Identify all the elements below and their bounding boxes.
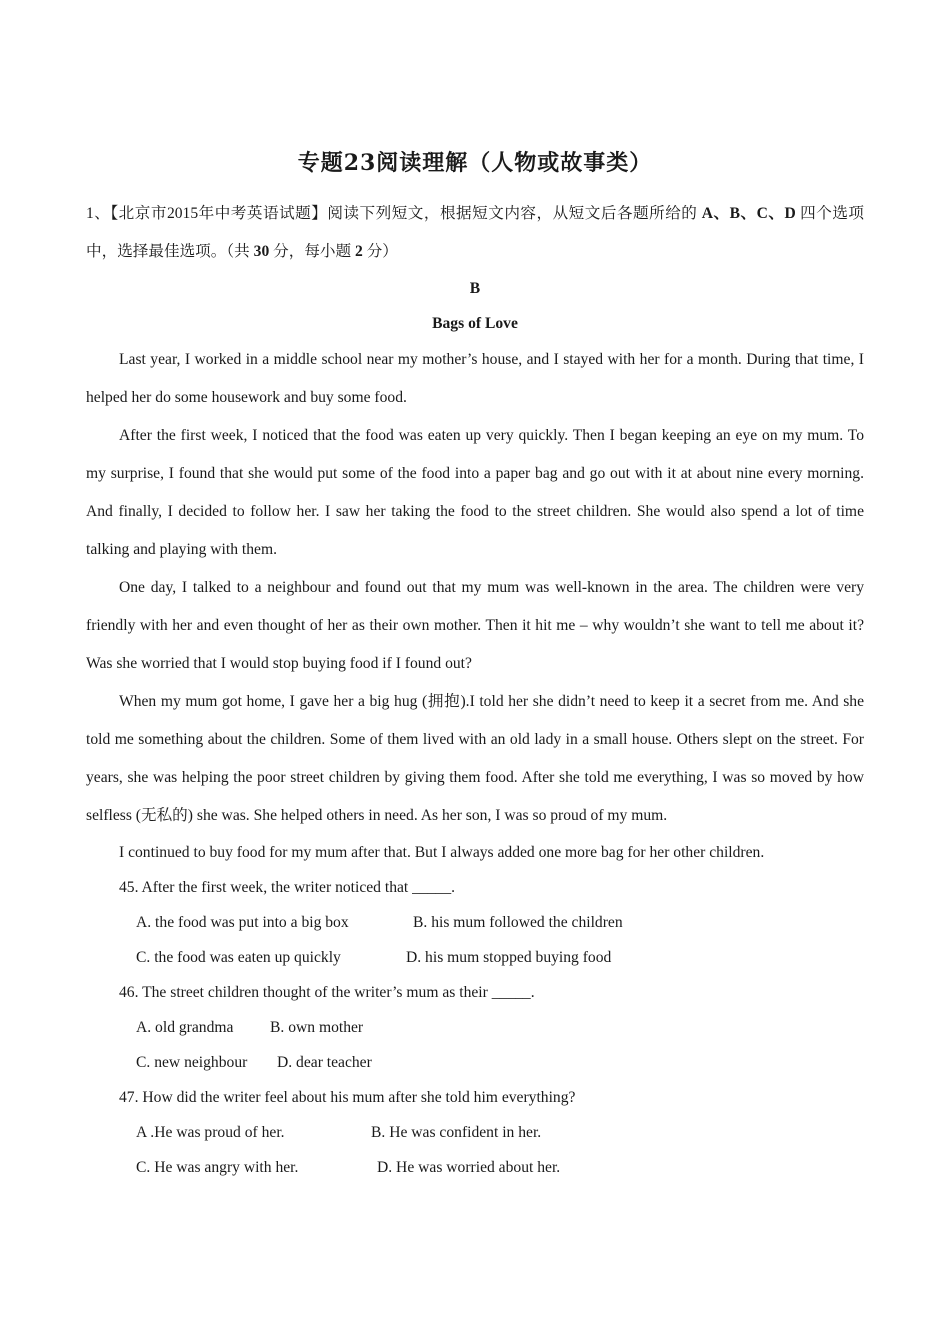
paragraph-1: Last year, I worked in a middle school near my mother’s house, and I stayed with her for a month. During that time, I helped her do some housework and buy some food.	[86, 351, 864, 406]
passage-title: Bags of Love	[432, 315, 518, 332]
instructions-total: 30	[253, 243, 270, 260]
question-45-options-row-1	[86, 905, 864, 940]
question-47-options-row-1	[86, 1115, 864, 1150]
document-body	[86, 195, 864, 1185]
instructions-prefix: 1、【北京市2015年中考英语试题】阅读下列短文，根据短文内容，从短文后各题所给的	[86, 205, 702, 222]
question-46-options-row-2	[86, 1045, 864, 1080]
instructions-each: 2	[355, 243, 363, 260]
document-title: 专题23阅读理解（人物或故事类）	[297, 150, 653, 176]
question-45-option-d: D. his mum stopped buying food	[406, 949, 612, 966]
instructions-middle: 四个选项中，选择最佳选项。（共	[86, 205, 865, 260]
question-47-options-row-2	[86, 1150, 864, 1185]
paragraph-3: One day, I talked to a neighbour and found out that my mum was well-known in the area. The children were very friendly with her and even thought of her as their own mother. Then it hit me – why wouldn’t she want to tell me about it? Was she worried that I would stop buying food if I found out?	[86, 579, 864, 672]
question-46-option-d: D. dear teacher	[277, 1054, 372, 1071]
question-45-option-c: C. the food was eaten up quickly	[136, 949, 341, 966]
instructions-middle2: 分，每小题	[269, 243, 356, 260]
question-46-options-row-1	[86, 1010, 864, 1045]
question-45: 45. After the first week, the writer noticed that _____.	[119, 879, 456, 896]
instructions-suffix: 分）	[362, 243, 398, 260]
instructions	[86, 195, 864, 271]
question-47-option-a: A .He was proud of her.	[136, 1124, 285, 1141]
question-45-options-row-2	[86, 940, 864, 975]
question-47-option-b: B. He was confident in her.	[371, 1124, 542, 1141]
question-46-option-b: B. own mother	[270, 1019, 364, 1036]
question-47-option-d: D. He was worried about her.	[377, 1159, 561, 1176]
paragraph-4: When my mum got home, I gave her a big hug (拥抱).I told her she didn’t need to keep it a secret from me. And she told me something about the children. Some of them lived with an old lady in a small house. Others slept on the street. For years, she was helping the poor street children by giving them food. After she told me everything, I was so moved by how selfless (无私的) she was. She helped others in need. As her son, I was so proud of my mum.	[86, 693, 864, 824]
paragraph-2: After the first week, I noticed that the food was eaten up very quickly. Then I began keeping an eye on my mum. To my surprise, I found that she would put some of the food into a paper bag and go out with it at about nine every morning. And finally, I decided to follow her. I saw her taking the food to the street children. She would also spend a lot of time talking and playing with them.	[86, 427, 864, 558]
question-45-option-b: B. his mum followed the children	[413, 914, 623, 931]
question-46-option-c: C. new neighbour	[136, 1054, 248, 1071]
instructions-letters: A、B、C、D	[701, 205, 796, 222]
paragraph-5: I continued to buy food for my mum after that. But I always added one more bag for her other children.	[119, 844, 765, 861]
question-46: 46. The street children thought of the writer’s mum as their _____.	[119, 984, 535, 1001]
question-45-option-a: A. the food was put into a big box	[136, 914, 349, 931]
section-label: B	[469, 280, 481, 297]
question-47: 47. How did the writer feel about his mum after she told him everything?	[119, 1089, 576, 1106]
question-46-option-a: A. old grandma	[136, 1019, 234, 1036]
question-47-option-c: C. He was angry with her.	[136, 1159, 299, 1176]
